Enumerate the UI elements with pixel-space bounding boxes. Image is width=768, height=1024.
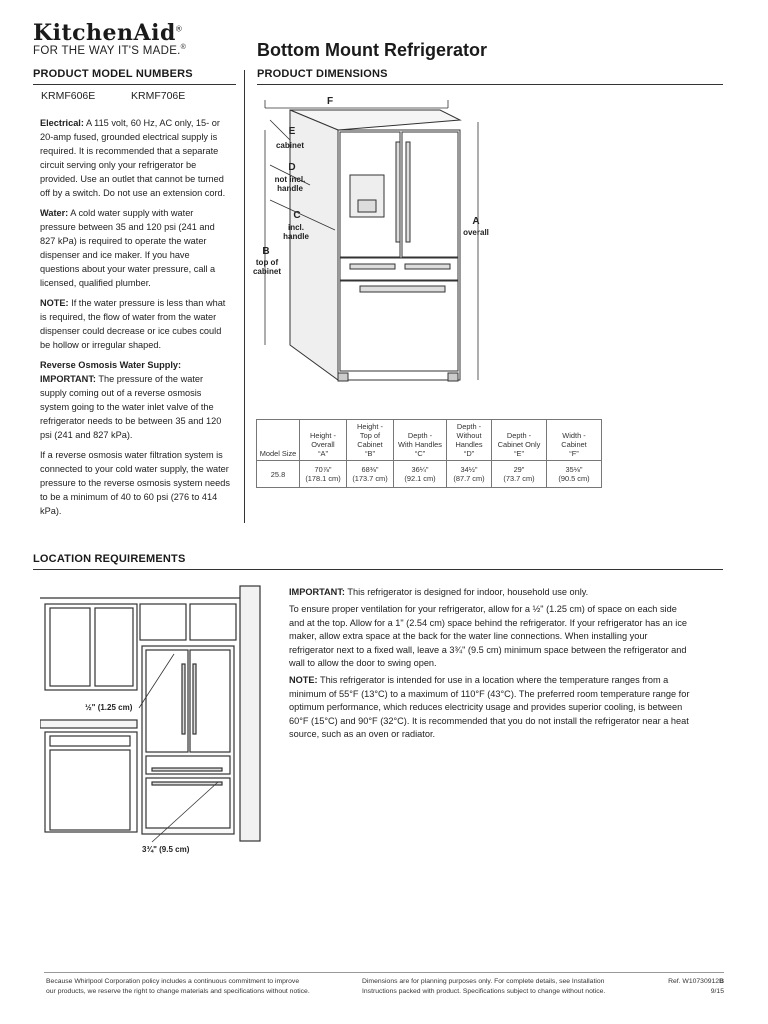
location-important: IMPORTANT: This refrigerator is designed for indoor, household use only.: [289, 587, 589, 597]
table-header-row: [257, 420, 602, 461]
table-header-cell: Height - Overall “A”: [300, 420, 347, 461]
label-b-sub2: cabinet: [252, 267, 282, 276]
divider: [33, 84, 236, 85]
model-numbers: [41, 90, 221, 102]
table-cell: 35⅛" (90.5 cm): [547, 461, 602, 488]
table-cell: 70⅞" (178.1 cm): [300, 461, 347, 488]
important-paragraph: IMPORTANT: The pressure of the water supply coming out of a reverse osmosis system going to the water inlet valve of the refrigerator needs to be between 35 and 120 psi (241 and 827 kPa).: [40, 374, 222, 440]
requirements-text: [40, 116, 230, 524]
label-a: A: [472, 216, 480, 227]
table-cell: 29" (73.7 cm): [492, 461, 547, 488]
brand-logo: KitchenAid®: [33, 20, 183, 46]
label-b: B: [262, 246, 270, 257]
table-cell: 25.8: [257, 461, 300, 488]
table-header-cell: Depth - Cabinet Only “E”: [492, 420, 547, 461]
footer-planning-note: Dimensions are for planning purposes only. For complete details, see Installation Instructions packed with product. Specifications subject to change without notice.: [362, 978, 606, 995]
model-number: KRMF606E: [41, 90, 96, 102]
water-paragraph: Water: A cold water supply with water pressure between 35 and 120 psi (241 and 827 kPa) is required to operate the water dispenser and ice maker. If you have questions about your water pressure, call a licensed, qualified plumber.: [40, 208, 216, 288]
section-heading-models: PRODUCT MODEL NUMBERS: [33, 68, 193, 80]
model-number: KRMF706E: [131, 90, 186, 102]
table-header-cell: Depth - With Handles “C”: [394, 420, 447, 461]
table-cell: 36¼" (92.1 cm): [394, 461, 447, 488]
label-side-clearance: ½" (1.25 cm): [85, 703, 133, 712]
footer-disclaimer: Because Whirlpool Corporation policy includes a continuous commitment to improve our products, we reserve the right to change materials and specifications without notice.: [46, 978, 310, 995]
divider: [257, 84, 723, 85]
label-a-sub: overall: [463, 228, 489, 237]
brand-tagline: FOR THE WAY IT'S MADE.®: [33, 44, 187, 57]
dimension-table: [256, 419, 602, 488]
label-door-clearance: 3¾" (9.5 cm): [142, 845, 190, 854]
table-cell: 68⅜" (173.7 cm): [347, 461, 394, 488]
table-header-cell: Depth - Without Handles “D”: [447, 420, 492, 461]
section-heading-location: LOCATION REQUIREMENTS: [33, 553, 186, 565]
label-f: F: [326, 96, 334, 107]
table-header-cell: Width - Cabinet “F”: [547, 420, 602, 461]
label-c: C: [293, 210, 301, 221]
label-d-sub2: handle: [277, 184, 303, 193]
table-row: [257, 461, 602, 488]
location-ventilation: To ensure proper ventilation for your refrigerator, allow for a ½" (1.25 cm) of space on each side and at the top. Allow for a 1" (2.54 cm) space behind the refrigerator. If your refrigerator has an ice maker, allow extra space at the back for the water line connections. When installing your refrigerator next to a fixed wall, leave a 3¾" (9.5 cm) minimum space between the refrigerator and wall to allow the door to swing open.: [289, 604, 688, 669]
ro-paragraph: If a reverse osmosis water filtration system is connected to your cold water supply, the water pressure to the reverse osmosis system needs to be a minimum of 40 to 60 psi (276 to 414 kPa).: [40, 450, 230, 516]
label-c-sub1: incl.: [287, 223, 305, 232]
footer-divider: [44, 972, 724, 973]
refrigerator-dimension-diagram: [250, 90, 500, 390]
label-d-sub1: not incl.: [274, 175, 306, 184]
section-heading-dimensions: PRODUCT DIMENSIONS: [257, 68, 388, 80]
label-b-sub1: top of: [255, 258, 279, 267]
location-diagram: [40, 584, 270, 854]
table-header-cell: Height - Top of Cabinet “B”: [347, 420, 394, 461]
location-note: NOTE: This refrigerator is intended for use in a location where the temperature ranges from a minimum of 55°F (13°C) to a maximum of 110°F (43°C). The preferred room temperature range for optimum performance, which reduces electricity usage and provides superior cooling, is between 60°F (15°C) and 90°F (32°C). It is recommended that you do not install the refrigerator near a heat source, such as an oven or radiator.: [289, 675, 690, 740]
label-c-sub2: handle: [283, 232, 309, 241]
label-e: E: [288, 126, 296, 137]
column-divider: [244, 70, 245, 523]
electrical-paragraph: Electrical: A 115 volt, 60 Hz, AC only, 15- or 20-amp fused, grounded electrical supply is required. It is recommended that a separate circuit serving only your refrigerator be provided. Use an outlet that cannot be turned off by a switch. Do not use an extension cord.: [40, 118, 226, 198]
table-header-cell: Model Size: [257, 420, 300, 461]
divider: [33, 569, 723, 570]
location-text: [289, 586, 694, 745]
label-d: D: [288, 162, 296, 173]
table-cell: 34½" (87.7 cm): [447, 461, 492, 488]
note-paragraph: NOTE: If the water pressure is less than what is required, the flow of water from the water dispenser could decrease or ice cubes could be hollow or irregular shaped.: [40, 298, 226, 350]
ro-heading: Reverse Osmosis Water Supply:: [40, 360, 182, 370]
label-e-sub: cabinet: [275, 141, 305, 150]
page-title: Bottom Mount Refrigerator: [257, 40, 487, 60]
footer-reference: Ref. W10730912B 9/15: [668, 978, 724, 995]
